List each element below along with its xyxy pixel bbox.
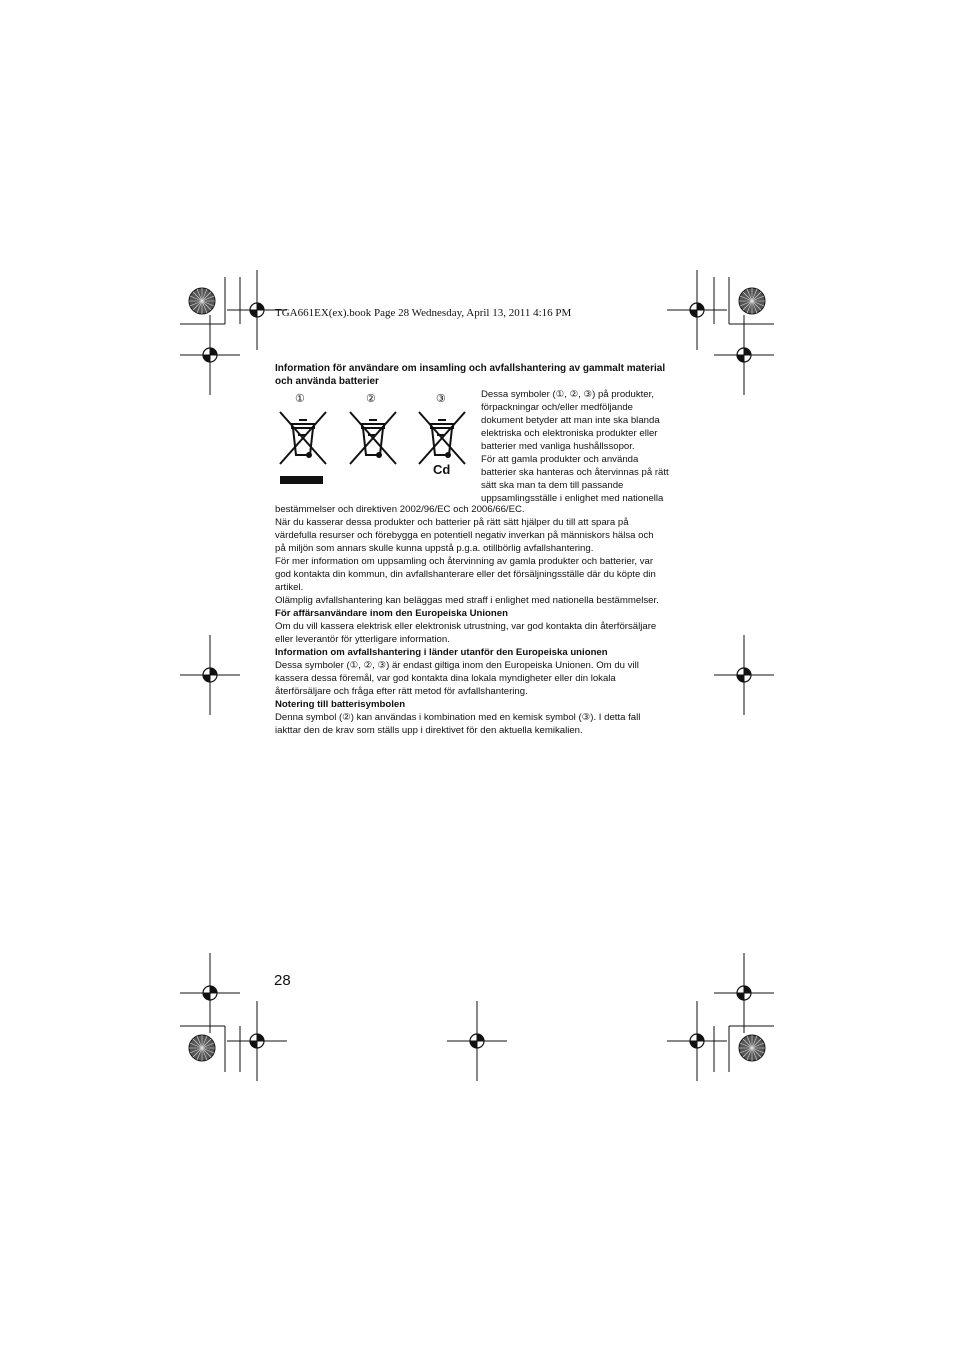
intro-line: sätt ska man ta dem till passande: [481, 480, 624, 491]
body-text: [275, 503, 685, 737]
intro-line: Dessa symboler (①, ②, ③) på produkter,: [481, 389, 654, 400]
section-heading: Information för användare om insamling och avfallshantering av gammalt material och använda batterier: [275, 363, 666, 387]
body-line: För mer information om uppsamling och återvinning av gamla produkter och batterier, var: [275, 556, 654, 567]
crossed-out-wheelie-bin-with-cd-icon: [417, 410, 467, 470]
body-line: bestämmelser och direktiven 2002/96/EC och 2006/66/EC.: [275, 504, 525, 515]
intro-line: batterier med vanliga hushållssopor.: [481, 441, 635, 452]
intro-line: batterier ska hanteras och återvinnas på rätt: [481, 467, 669, 478]
body-line: Om du vill kassera elektrisk eller elektronisk utrustning, var god kontakta din återförsäljare: [275, 621, 657, 632]
body-line: iakttar den de krav som ställs upp i direktivet för den aktuella kemikalien.: [275, 725, 583, 736]
intro-line: dokument betyder att man inte ska blanda: [481, 415, 660, 426]
body-line: god kontakta din kommun, din avfallshanterare eller det försäljningsställe där du köpte din: [275, 569, 656, 580]
body-line: När du kasserar dessa produkter och batterier på rätt sätt hjälper du till att spara på: [275, 517, 629, 528]
body-line: eller leverantör för ytterligare information.: [275, 634, 450, 645]
page-number: 28: [274, 972, 291, 989]
symbol-label-2: ②: [366, 393, 376, 405]
symbol-label-1: ①: [295, 393, 305, 405]
book-info-header: TGA661EX(ex).book Page 28 Wednesday, April 13, 2011 4:16 PM: [275, 307, 572, 319]
body-line: kassera dessa föremål, var god kontakta dina lokala myndigheter eller din lokala: [275, 673, 616, 684]
intro-line: förpackningar och/eller medföljande: [481, 402, 633, 413]
intro-line: För att gamla produkter och använda: [481, 454, 639, 465]
subheading-battery-symbol: Notering till batterisymbolen: [275, 699, 406, 710]
body-line: Dessa symboler (①, ②, ③) är endast giltiga inom den Europeiska Unionen. Om du vill: [275, 660, 639, 671]
cd-chemical-symbol: Cd: [433, 462, 451, 477]
subheading-outside-eu: Information om avfallshantering i länder utanför den Europeiska unionen: [275, 647, 608, 658]
intro-paragraph: [481, 388, 686, 505]
body-line: återförsäljare och fråga efter rätt metod för avfallshantering.: [275, 686, 528, 697]
intro-line: uppsamlingsställe i enlighet med nationella: [481, 493, 664, 504]
body-line: artikel.: [275, 582, 304, 593]
body-line: Olämplig avfallshantering kan beläggas med straff i enlighet med nationella bestämmelser.: [275, 595, 659, 606]
body-line: Denna symbol (②) kan användas i kombination med en kemisk symbol (③). I detta fall: [275, 712, 641, 723]
subheading-business-users: För affärsanvändare inom den Europeiska Unionen: [275, 608, 508, 619]
body-line: på miljön som annars skulle kunna uppstå p.g.a. otillbörlig avfallshantering.: [275, 543, 594, 554]
crossed-out-wheelie-bin-with-bar-icon: [278, 410, 328, 470]
crossed-out-wheelie-bin-icon: [348, 410, 398, 470]
symbol-label-3: ③: [436, 393, 446, 405]
body-line: värdefulla resurser och förebygga en potentiell negativ inverkan på människors hälsa och: [275, 530, 654, 541]
intro-line: elektriska och elektroniska produkter eller: [481, 428, 658, 439]
separate-collection-bar: [280, 476, 323, 484]
